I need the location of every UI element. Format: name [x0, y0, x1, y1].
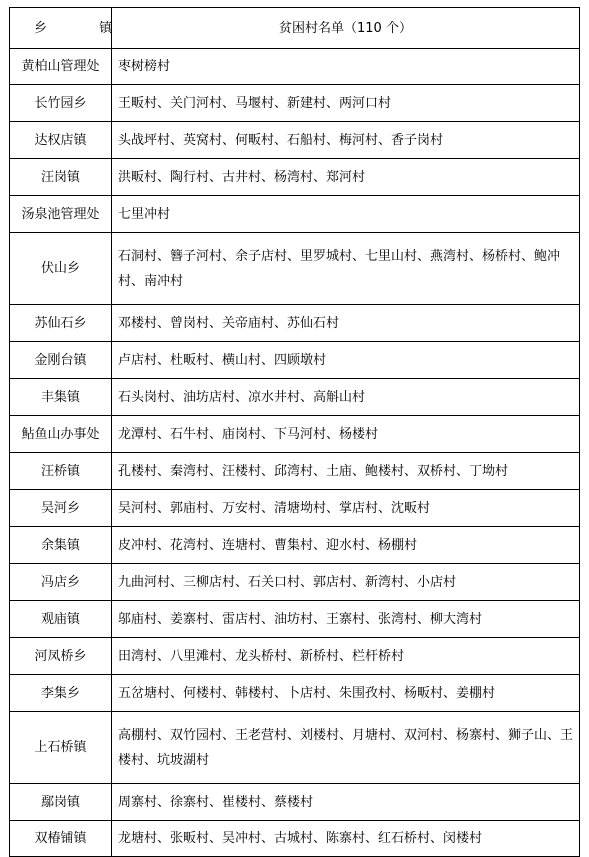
table-row [10, 453, 580, 490]
table-row [10, 784, 580, 821]
village-list-cell: 石头岗村、油坊店村、凉水井村、高斛山村 [112, 379, 580, 416]
table-row [10, 379, 580, 416]
table-row [10, 675, 580, 712]
village-list-cell: 七里冲村 [112, 196, 580, 233]
table-row [10, 712, 580, 784]
town-name-cell: 鄢岗镇 [10, 784, 112, 821]
table-row [10, 638, 580, 675]
table-header-row [10, 8, 580, 49]
table-row [10, 416, 580, 453]
table-row [10, 49, 580, 85]
town-name-cell: 汪桥镇 [10, 453, 112, 490]
table-row [10, 601, 580, 638]
table-row [10, 527, 580, 564]
village-list-cell: 吴河村、郭庙村、万安村、清塘坳村、掌店村、沈畈村 [112, 490, 580, 527]
table-row [10, 342, 580, 379]
village-list-cell: 九曲河村、三柳店村、石关口村、郭店村、新湾村、小店村 [112, 564, 580, 601]
town-header-label: 乡 镇 [34, 20, 137, 36]
town-name-cell: 冯店乡 [10, 564, 112, 601]
table-row [10, 305, 580, 342]
town-name-cell: 观庙镇 [10, 601, 112, 638]
town-name-cell: 汤泉池管理处 [10, 196, 112, 233]
village-list-cell: 洪畈村、陶行村、古井村、杨湾村、郑河村 [112, 159, 580, 196]
town-name-cell: 河凤桥乡 [10, 638, 112, 675]
village-list-cell: 王畈村、关门河村、马堰村、新建村、两河口村 [112, 85, 580, 122]
village-list-cell: 皮冲村、花湾村、连塘村、曹集村、迎水村、杨棚村 [112, 527, 580, 564]
town-name-cell: 吴河乡 [10, 490, 112, 527]
town-name-cell: 伏山乡 [10, 233, 112, 305]
town-name-cell: 金刚台镇 [10, 342, 112, 379]
table-row [10, 821, 580, 857]
village-list-cell: 头战坪村、英窝村、何畈村、石船村、梅河村、香子岗村 [112, 122, 580, 159]
town-name-cell: 余集镇 [10, 527, 112, 564]
villages-column-header: 贫困村名单（110 个） [112, 8, 580, 49]
table-row [10, 233, 580, 305]
town-name-cell: 上石桥镇 [10, 712, 112, 784]
table-row [10, 85, 580, 122]
village-list-cell: 龙潭村、石牛村、庙岗村、下马河村、杨楼村 [112, 416, 580, 453]
table-row [10, 159, 580, 196]
table-row [10, 196, 580, 233]
village-list-cell: 邓楼村、曾岗村、关帝庙村、苏仙石村 [112, 305, 580, 342]
village-list-cell: 孔楼村、秦湾村、汪楼村、邱湾村、土庙、鲍楼村、双桥村、丁坳村 [112, 453, 580, 490]
village-list-cell: 田湾村、八里滩村、龙头桥村、新桥村、栏杆桥村 [112, 638, 580, 675]
town-name-cell: 苏仙石乡 [10, 305, 112, 342]
village-list-cell: 高棚村、双竹园村、王老营村、刘楼村、月塘村、双河村、杨寨村、狮子山、王楼村、坑坡湖村 [112, 712, 580, 784]
table-body [10, 8, 580, 857]
town-name-cell: 达权店镇 [10, 122, 112, 159]
table-row [10, 564, 580, 601]
table-row [10, 490, 580, 527]
village-list-cell: 龙塘村、张畈村、吴冲村、古城村、陈寨村、红石桥村、闵楼村 [112, 821, 580, 857]
village-list-cell: 枣树榜村 [112, 49, 580, 85]
town-name-cell: 李集乡 [10, 675, 112, 712]
town-column-header [10, 8, 137, 49]
village-list-cell: 周寨村、徐寨村、崔楼村、蔡楼村 [112, 784, 580, 821]
town-name-cell: 长竹园乡 [10, 85, 112, 122]
town-name-cell: 黄柏山管理处 [10, 49, 112, 85]
village-list-cell: 五岔塘村、何楼村、韩楼村、卜店村、朱围孜村、杨畈村、姜棚村 [112, 675, 580, 712]
poverty-village-table [9, 7, 580, 857]
town-name-cell: 汪岗镇 [10, 159, 112, 196]
village-list-cell: 邬庙村、姜寨村、雷店村、油坊村、王寨村、张湾村、柳大湾村 [112, 601, 580, 638]
table-row [10, 122, 580, 159]
town-name-cell: 丰集镇 [10, 379, 112, 416]
village-list-cell: 石洞村、簪子河村、余子店村、里罗城村、七里山村、燕湾村、杨桥村、鲍冲村、南冲村 [112, 233, 580, 305]
village-list-cell: 卢店村、杜畈村、横山村、四顾墩村 [112, 342, 580, 379]
town-name-cell: 双椿铺镇 [10, 821, 112, 857]
town-name-cell: 鲇鱼山办事处 [10, 416, 112, 453]
